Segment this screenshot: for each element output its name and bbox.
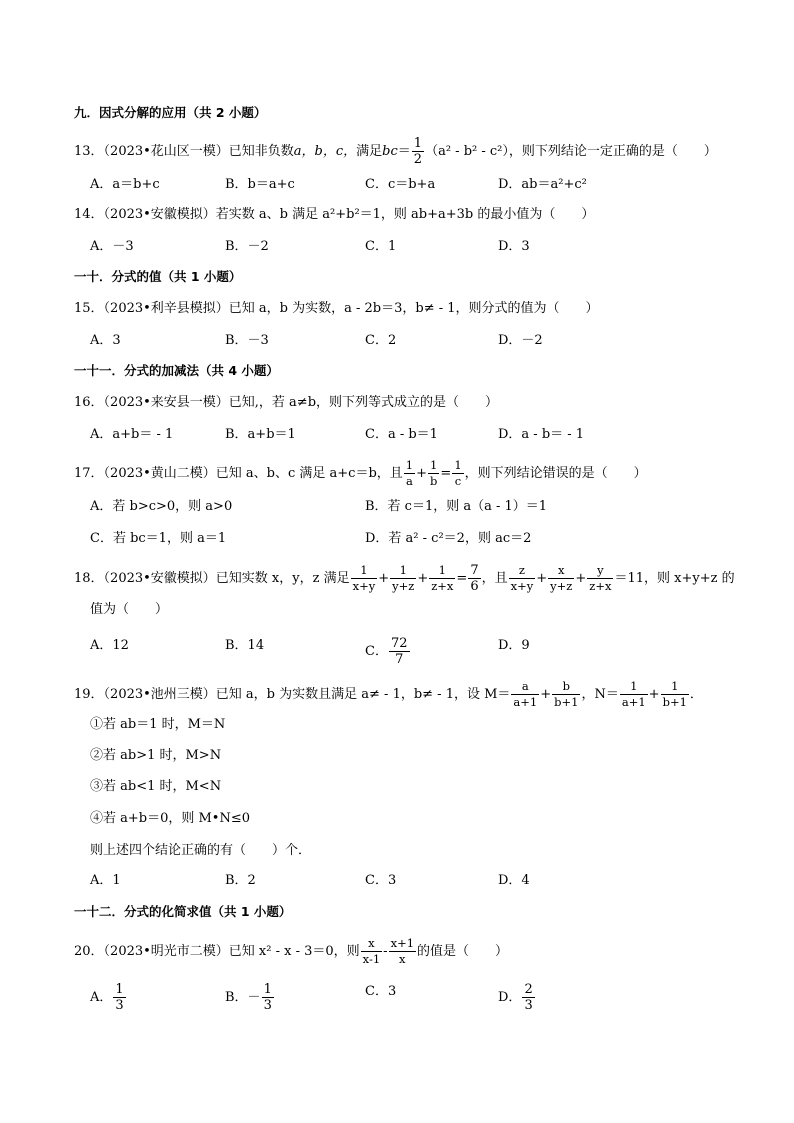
option-b: B．14 <box>225 638 265 653</box>
question-18-mid: ，且 <box>481 571 508 586</box>
section-heading: 九．因式分解的应用（共 2 小题） <box>74 105 267 120</box>
option-d: D．9 <box>498 638 530 653</box>
option-d: D．4 <box>498 873 530 888</box>
fraction: $\frac{x+1}{x}$ <box>390 936 415 966</box>
option-b: B．－3 <box>225 333 269 348</box>
fraction: $\frac{x}{x-1}$ <box>362 936 381 966</box>
question-13-mid: 满足 <box>356 144 383 159</box>
option-b: B．－ $\frac{1}{3}$ <box>225 982 272 1013</box>
question-13-bc: bc <box>382 144 398 159</box>
question-20-stem: 20．（2023•明光市二模）已知 x² - x - 3＝0，则 $\frac{x}{x-1}$ - $\frac{x+1}{x}$ 的值是（ ） <box>74 936 509 966</box>
question-19-stem: 19．（2023•池州三模）已知 a，b 为实数且满足 a≠ - 1，b≠ - 1，设 M＝ $\frac{a}{a+1}$ + $\frac{b}{b+1}$ ，N＝ $\frac{1}{a+1}$ + $\frac{1}{b+1}$ ． <box>74 679 703 709</box>
question-17-stem: 17．（2023•黄山二模）已知 a、b、c 满足 a+c＝b，且 $\frac{1}{a}$ + $\frac{1}{b}$ = $\frac{1}{c}$ ，则下列结论错误的是（ ） <box>74 458 647 488</box>
option-d: D． $\frac{2}{3}$ <box>498 982 533 1013</box>
question-17-lead: 17．（2023•黄山二模）已知 a、b、c 满足 a+c＝b，且 <box>74 466 403 481</box>
question-14-stem: 14．（2023•安徽模拟）若实数 a、b 满足 a²+b²＝1，则 ab+a+3b 的最小值为（ ） <box>74 207 595 222</box>
question-20-lead: 20．（2023•明光市二模）已知 x² - x - 3＝0，则 <box>74 944 360 959</box>
question-18-lead: 18．（2023•安徽模拟）已知实数 x，y，z 满足 <box>74 571 350 586</box>
fraction: $\frac{z}{x+y}$ <box>510 563 534 593</box>
option-a: A．3 <box>90 333 121 348</box>
fraction: $\frac{1}{b+1}$ <box>662 679 687 709</box>
option-b: B．－2 <box>225 239 269 254</box>
fraction: $\frac{y}{z+x}$ <box>589 563 612 593</box>
question-20-tail: 的值是（ ） <box>417 944 509 959</box>
statement-4: ④若 a+b＝0，则 M•N≤0 <box>90 811 251 826</box>
fraction: $\frac{1}{3}$ <box>263 982 272 1013</box>
statement-1: ①若 ab＝1 时，M＝N <box>90 717 226 732</box>
question-13-eq: ＝ <box>397 144 411 159</box>
fraction: $\frac{1}{y+z}$ <box>392 563 415 593</box>
fraction: $\frac{1}{x+y}$ <box>352 563 376 593</box>
fraction: $\frac{1}{c}$ <box>454 458 462 488</box>
option-d: D．3 <box>498 239 530 254</box>
option-a: A．a＝b+c <box>90 177 160 192</box>
fraction: $\frac{a}{a+1}$ <box>513 679 538 709</box>
statement-2: ②若 ab>1 时，M>N <box>90 748 222 763</box>
option-c: C． $\frac{72}{7}$ <box>365 636 408 667</box>
option-b: B．b＝a+c <box>225 177 295 192</box>
question-13-tail: 则下列结论一定正确的是（ ） <box>521 144 717 159</box>
fraction: $\frac{1}{b}$ <box>430 458 438 488</box>
question-16-stem: 16．（2023•来安县一模）已知,，若 a≠b，则下列等式成立的是（ ） <box>74 395 499 410</box>
option-a: A．a+b＝ - 1 <box>90 427 174 442</box>
question-17-tail: ，则下列结论错误的是（ ） <box>464 466 647 481</box>
question-19-ask: 则上述四个结论正确的有（ ）个． <box>90 843 312 858</box>
question-18-tail: ＝11，则 x+y+z 的 <box>614 571 735 586</box>
option-c: C．若 bc＝1，则 a＝1 <box>90 531 227 546</box>
question-13-paren: （a² - b² - c²）， <box>425 144 522 159</box>
fraction: $\frac{1}{2}$ <box>413 136 423 167</box>
question-18-line2: 值为（ ） <box>90 602 169 617</box>
question-19-nlab: ，N＝ <box>581 687 619 702</box>
option-a: A． $\frac{1}{3}$ <box>90 982 124 1013</box>
question-13-stem <box>74 137 717 166</box>
option-b: B．a+b＝1 <box>225 427 296 442</box>
question-13-lead: 13．（2023•花山区一模）已知非负数 <box>74 144 294 159</box>
fraction: $\frac{x}{y+z}$ <box>550 563 573 593</box>
option-c: C．a - b＝1 <box>365 427 438 442</box>
option-d: D．a - b＝ - 1 <box>498 427 585 442</box>
option-c: C．1 <box>365 239 397 254</box>
option-c: C．3 <box>365 984 397 999</box>
fraction: $\frac{1}{a}$ <box>405 458 414 488</box>
option-a: A．1 <box>90 873 121 888</box>
fraction: $\frac{1}{3}$ <box>115 982 124 1013</box>
option-d: D．－2 <box>498 333 543 348</box>
fraction: $\frac{1}{z+x}$ <box>431 563 454 593</box>
option-b: B．2 <box>225 873 256 888</box>
question-19-lead: 19．（2023•池州三模）已知 a，b 为实数且满足 a≠ - 1，b≠ - 1，设 M＝ <box>74 687 511 702</box>
fraction: $\frac{2}{3}$ <box>524 982 533 1013</box>
fraction: $\frac{7}{6}$ <box>470 563 479 594</box>
option-b: B．若 c＝1，则 a（a - 1）＝1 <box>365 499 548 514</box>
option-d: D．若 a² - c²＝2，则 ac＝2 <box>365 531 532 546</box>
fraction: $\frac{1}{a+1}$ <box>621 679 646 709</box>
question-15-stem: 15．（2023•利辛县模拟）已知 a，b 为实数，a - 2b＝3，b≠ - 1，则分式的值为（ ） <box>74 301 599 316</box>
section-heading: 一十二．分式的化简求值（共 1 小题） <box>74 904 292 919</box>
option-a: A．－3 <box>90 239 134 254</box>
option-a: A．若 b>c>0，则 a>0 <box>90 499 233 514</box>
option-d: D．ab＝a²+c² <box>498 177 587 192</box>
section-heading: 一十一．分式的加减法（共 4 小题） <box>74 363 279 378</box>
question-18-stem: 18．（2023•安徽模拟）已知实数 x，y，z 满足 $\frac{1}{x+y}$ + $\frac{1}{y+z}$ + $\frac{1}{z+x}$ = $\frac{7}{6}$ ，且 $\frac{z}{x+y}$ + $\frac{x}{y+z}$ + $\frac{y}{z+x}$ ＝11，则 x+y+z 的 <box>74 563 735 594</box>
section-heading: 一十．分式的值（共 1 小题） <box>74 269 242 284</box>
statement-3: ③若 ab<1 时，M<N <box>90 779 222 794</box>
option-c: C．c＝b+a <box>365 177 436 192</box>
fraction: $\frac{72}{7}$ <box>390 636 408 667</box>
fraction: $\frac{b}{b+1}$ <box>554 679 579 709</box>
option-a: A．12 <box>90 638 129 653</box>
option-c: C．3 <box>365 873 397 888</box>
option-c: C．2 <box>365 333 397 348</box>
question-13-vars: a，b，c， <box>293 144 357 159</box>
